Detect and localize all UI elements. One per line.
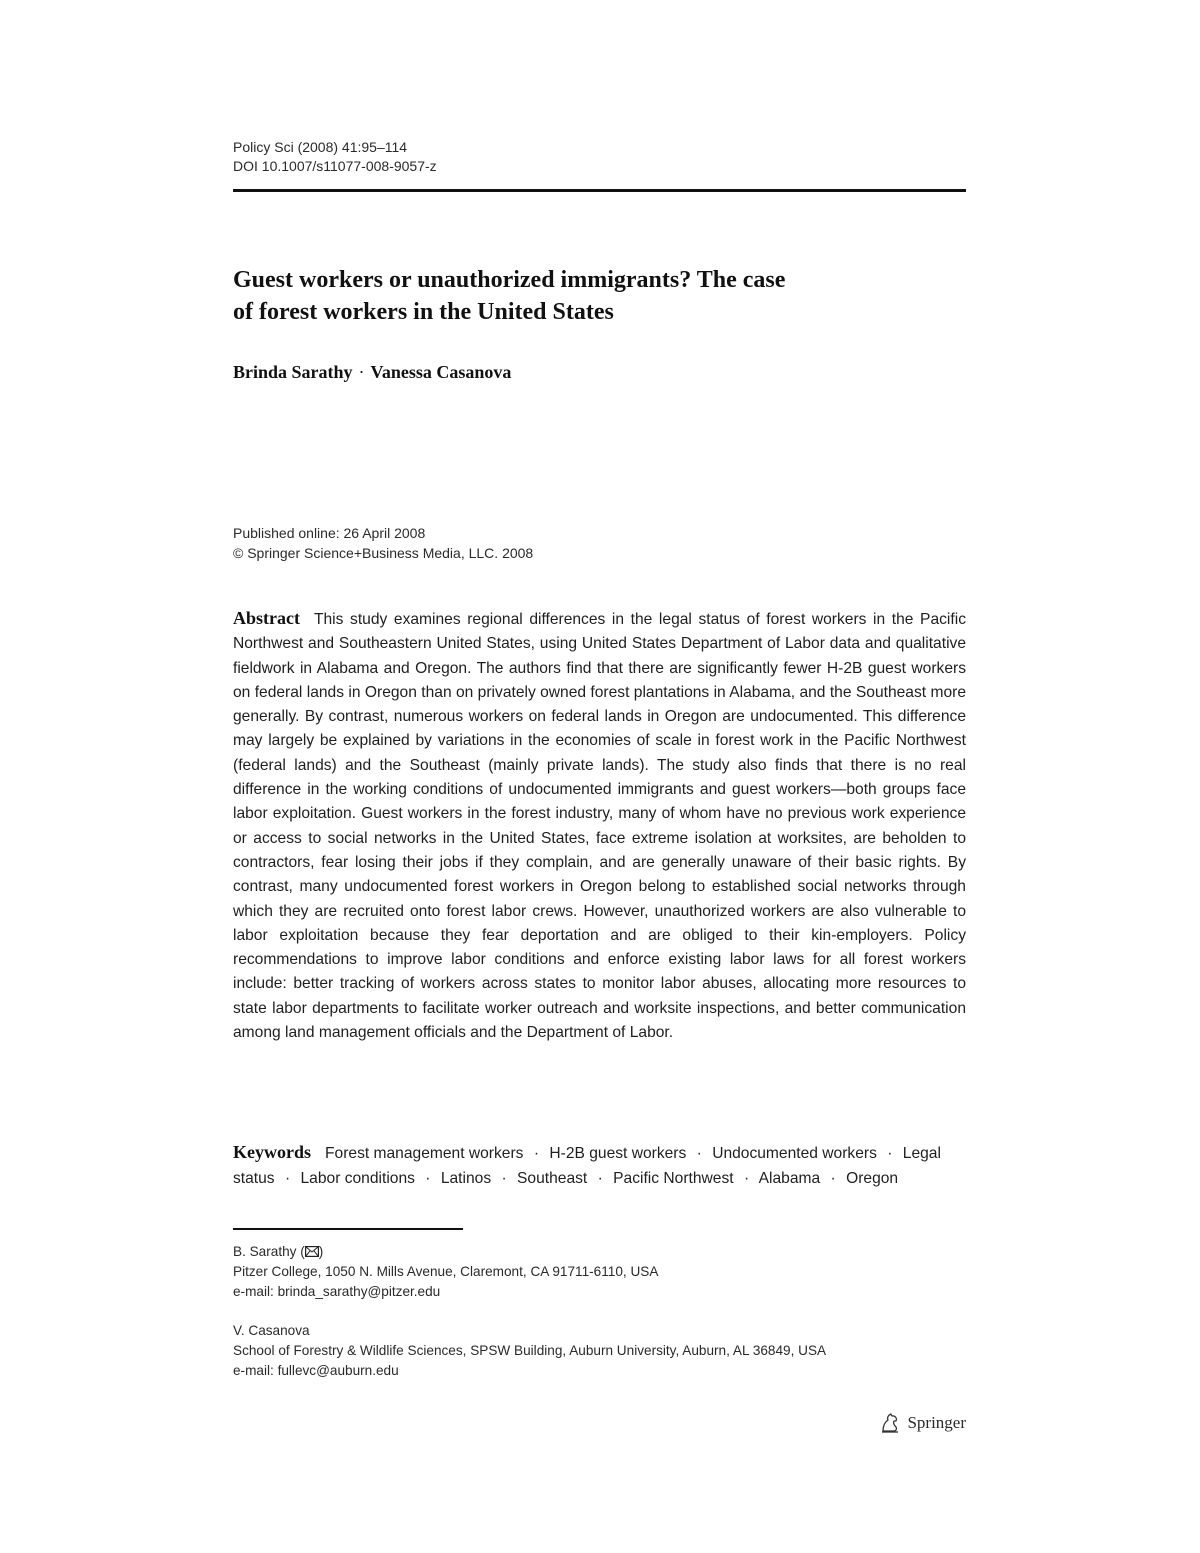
published-online: Published online: 26 April 2008 — [233, 525, 426, 541]
author-name: Brinda Sarathy — [233, 362, 353, 382]
keyword-separator: · — [533, 1145, 540, 1162]
journal-doi: DOI 10.1007/s11077-008-9057-z — [233, 158, 437, 174]
publisher-mark — [879, 1412, 966, 1434]
keyword-item: Forest management workers — [325, 1145, 524, 1162]
author-list — [233, 360, 511, 384]
journal-info — [233, 138, 437, 176]
affiliation-sarathy — [233, 1242, 658, 1302]
envelope-icon — [305, 1246, 319, 1257]
keyword-item: Oregon — [846, 1169, 899, 1187]
affiliation-name: B. Sarathy — [233, 1244, 297, 1259]
publisher-name: Springer — [907, 1413, 966, 1432]
affiliation-name-line: B. Sarathy ( ) — [233, 1244, 324, 1259]
keyword-separator: · — [887, 1145, 893, 1162]
abstract-label: Abstract — [233, 608, 300, 628]
keyword-separator: · — [830, 1169, 836, 1187]
keyword-item: Pacific Northwest — [613, 1169, 734, 1187]
affiliation-address: Pitzer College, 1050 N. Mills Avenue, Claremont, CA 91711-6110, USA — [233, 1264, 659, 1279]
keywords-label: Keywords — [233, 1142, 311, 1162]
keyword-item: Southeast — [517, 1169, 588, 1187]
keyword-separator: · — [696, 1145, 702, 1162]
header-rule — [233, 189, 966, 192]
affiliation-casanova — [233, 1321, 826, 1381]
keyword-item: H-2B guest workers — [549, 1145, 687, 1162]
keyword-separator: · — [501, 1169, 507, 1187]
copyright-notice: © Springer Science+Business Media, LLC. 2008 — [233, 545, 534, 561]
article-title-line-2: of forest workers in the United States — [233, 299, 614, 325]
journal-citation: Policy Sci (2008) 41:95–114 — [233, 139, 408, 155]
keyword-separator: · — [743, 1169, 750, 1187]
abstract — [233, 606, 966, 1045]
keyword-item: Undocumented workers — [712, 1145, 877, 1162]
article-title-line-1: Guest workers or unauthorized immigrants? The case — [233, 267, 786, 293]
author-name: Vanessa Casanova — [370, 362, 512, 382]
keyword-item: Alabama — [758, 1169, 821, 1187]
keywords — [233, 1140, 966, 1191]
affiliation-email: e-mail: brinda_sarathy@pitzer.edu — [233, 1284, 441, 1299]
article-page — [233, 0, 966, 1553]
footnote-rule — [233, 1228, 463, 1230]
abstract-text: This study examines regional differences in the legal status of forest workers in the Pacific Northwest and Southeastern United States, using United States Department of Labor data and qualitative fieldwork in Alabama and Oregon. The authors find that there are significantly fewer H-2B guest workers on federal lands in Oregon than on privately owned forest plantations in Alabama, and the Southeast more generally. By contrast, numerous workers on federal lands in Oregon are undocumented. This difference may largely be explained by variations in the economies of scale in forest work in the Pacific Northwest (federal lands) and the Southeast (mainly private lands). The study also finds that there is no real difference in the working conditions of undocumented immigrants and guest workers—both groups face labor exploitation. Guest workers in the forest industry, many of whom have no previous work experience or access to social networks in the United States, face extreme isolation at worksites, are beholden to contractors, fear losing their jobs if they complain, and are generally unaware of their basic rights. By contrast, many undocumented forest workers in Oregon belong to established social networks through which they are recruited onto forest labor crews. However, unauthorized workers are also vulnerable to labor exploitation because they fear deportation and are obliged to their kin-employers. Policy recommendations to improve labor conditions and enforce existing labor laws for all forest workers include: better tracking of workers across states to monitor labor abuses, allocating more resources to state labor departments to facilitate worker outreach and worksite inspections, and better communication among land management officials and the Department of Labor. — [233, 611, 966, 1042]
affiliation-name: V. Casanova — [233, 1323, 310, 1338]
author-separator: · — [358, 362, 365, 382]
keyword-item: Legal status — [233, 1145, 941, 1187]
keyword-separator: · — [425, 1169, 431, 1187]
keyword-item: Latinos — [440, 1169, 492, 1187]
publication-info — [233, 523, 533, 563]
article-title — [233, 264, 933, 328]
keyword-item: Labor conditions — [300, 1169, 415, 1187]
springer-horse-logo-icon — [879, 1412, 901, 1434]
keyword-separator: · — [597, 1169, 603, 1187]
keyword-separator: · — [284, 1169, 291, 1187]
affiliation-address: School of Forestry & Wildlife Sciences, SPSW Building, Auburn University, Auburn, AL 36849, USA — [233, 1343, 827, 1358]
keyword-list — [233, 1145, 941, 1187]
affiliation-email: e-mail: fullevc@auburn.edu — [233, 1363, 399, 1378]
